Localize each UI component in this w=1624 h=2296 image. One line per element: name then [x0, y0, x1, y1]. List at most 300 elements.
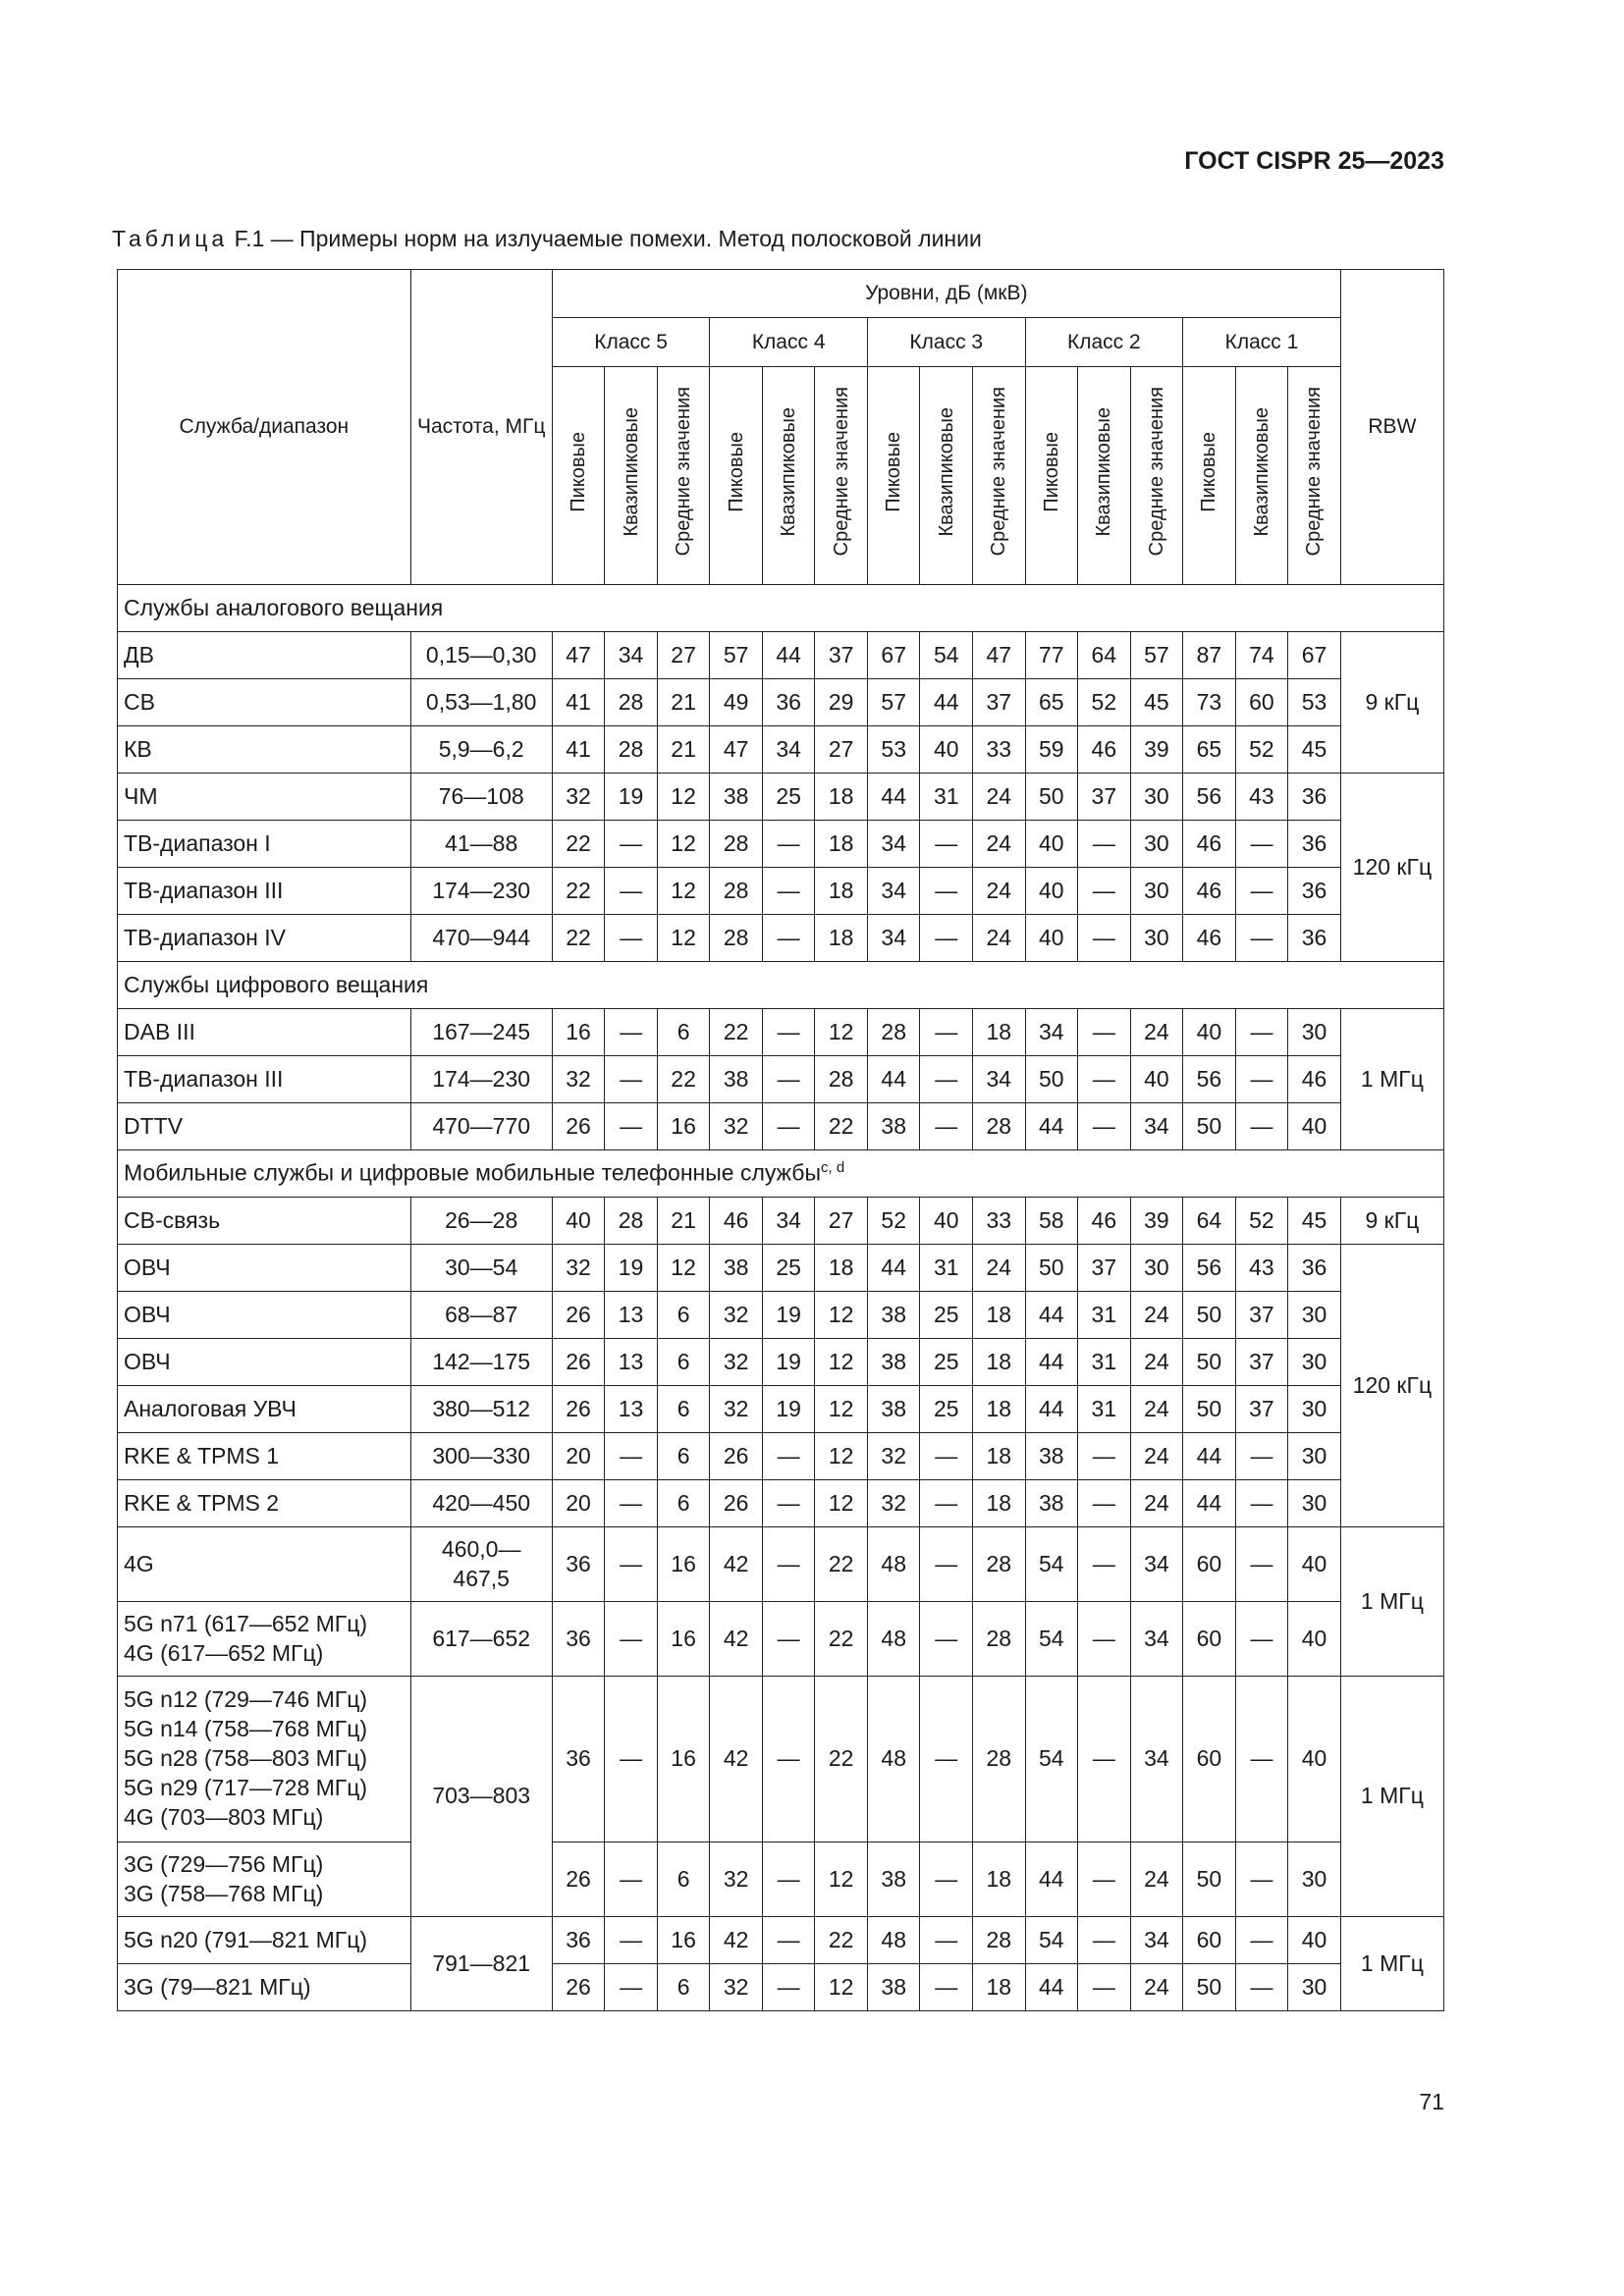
frequency-cell: 76—108	[410, 774, 552, 821]
service-cell: ТВ-диапазон III	[118, 868, 411, 915]
level-cell: 24	[973, 1245, 1026, 1292]
level-cell: —	[605, 1103, 658, 1150]
level-cell: 36	[552, 1677, 605, 1842]
section-title-text: Службы аналогового вещания	[124, 594, 444, 620]
level-cell: 42	[710, 1527, 763, 1602]
table-row	[118, 915, 1444, 962]
level-cell: 22	[815, 1103, 868, 1150]
level-cell: 50	[1183, 1103, 1236, 1150]
level-cell: 54	[1025, 1677, 1078, 1842]
level-cell: 22	[815, 1917, 868, 1964]
level-cell: 13	[605, 1386, 658, 1433]
table-row	[118, 679, 1444, 726]
level-cell: 31	[1078, 1339, 1131, 1386]
caption-text: F.1 — Примеры норм на излучаемые помехи. Метод полосковой линии	[234, 226, 982, 251]
header-detector-peak: Пиковые	[1183, 367, 1236, 585]
level-cell: 53	[867, 726, 920, 774]
level-cell: 74	[1235, 632, 1288, 679]
level-cell: 32	[710, 1339, 763, 1386]
level-cell: —	[920, 1056, 973, 1103]
level-cell: 40	[1288, 1602, 1341, 1677]
level-cell: 22	[552, 821, 605, 868]
level-cell: 48	[867, 1527, 920, 1602]
frequency-cell: 174—230	[410, 1056, 552, 1103]
level-cell: —	[605, 868, 658, 915]
header-detector-average: Средние значения	[1288, 367, 1341, 585]
level-cell: 12	[815, 1386, 868, 1433]
page-number: 71	[1419, 2089, 1444, 2114]
level-cell: 67	[867, 632, 920, 679]
level-cell: 52	[1235, 1198, 1288, 1245]
frequency-cell: 5,9—6,2	[410, 726, 552, 774]
table-row	[118, 1677, 1444, 1842]
level-cell: 34	[867, 868, 920, 915]
table-row	[118, 1602, 1444, 1677]
level-cell: —	[920, 868, 973, 915]
level-cell: —	[1235, 1842, 1288, 1917]
level-cell: —	[1235, 868, 1288, 915]
rbw-cell: 1 МГц	[1340, 1677, 1443, 1917]
rbw-cell: 120 кГц	[1340, 1245, 1443, 1527]
level-cell: 25	[762, 1245, 815, 1292]
level-cell: 28	[973, 1677, 1026, 1842]
service-cell: 5G n71 (617—652 МГц) 4G (617—652 МГц)	[118, 1602, 411, 1677]
level-cell: 42	[710, 1602, 763, 1677]
level-cell: 26	[710, 1433, 763, 1480]
level-cell: 27	[815, 726, 868, 774]
level-cell: 22	[815, 1677, 868, 1842]
level-cell: 34	[867, 821, 920, 868]
level-cell: 57	[1130, 632, 1183, 679]
section-row	[118, 962, 1444, 1009]
level-cell: 34	[1025, 1009, 1078, 1056]
level-cell: 31	[1078, 1292, 1131, 1339]
level-cell: 32	[710, 1292, 763, 1339]
level-cell: —	[1078, 1964, 1131, 2011]
level-cell: 57	[710, 632, 763, 679]
level-cell: 34	[1130, 1917, 1183, 1964]
frequency-cell: 703—803	[410, 1677, 552, 1917]
level-cell: 48	[867, 1602, 920, 1677]
caption-prefix: Таблица	[112, 226, 229, 251]
service-cell: КВ	[118, 726, 411, 774]
level-cell: 34	[1130, 1602, 1183, 1677]
table-row	[118, 821, 1444, 868]
level-cell: 24	[973, 821, 1026, 868]
table-row	[118, 726, 1444, 774]
level-cell: 36	[1288, 868, 1341, 915]
level-cell: 50	[1183, 1292, 1236, 1339]
rbw-cell: 1 МГц	[1340, 1917, 1443, 2011]
level-cell: 26	[710, 1480, 763, 1527]
level-cell: 19	[762, 1386, 815, 1433]
level-cell: —	[762, 1056, 815, 1103]
level-cell: 36	[552, 1527, 605, 1602]
level-cell: 32	[552, 774, 605, 821]
level-cell: 49	[710, 679, 763, 726]
level-cell: 30	[1288, 1009, 1341, 1056]
level-cell: 42	[710, 1917, 763, 1964]
level-cell: 20	[552, 1433, 605, 1480]
table-row	[118, 1292, 1444, 1339]
level-cell: —	[1235, 1480, 1288, 1527]
level-cell: —	[920, 1480, 973, 1527]
level-cell: 30	[1130, 868, 1183, 915]
level-cell: 44	[867, 774, 920, 821]
frequency-cell: 174—230	[410, 868, 552, 915]
service-cell: ОВЧ	[118, 1292, 411, 1339]
level-cell: 44	[1025, 1339, 1078, 1386]
header-class-2: Класс 2	[1025, 318, 1183, 367]
level-cell: 36	[552, 1602, 605, 1677]
level-cell: —	[920, 1103, 973, 1150]
level-cell: —	[1078, 1056, 1131, 1103]
level-cell: —	[920, 1433, 973, 1480]
level-cell: —	[1078, 1602, 1131, 1677]
level-cell: 45	[1130, 679, 1183, 726]
service-cell: ТВ-диапазон I	[118, 821, 411, 868]
level-cell: —	[762, 1103, 815, 1150]
header-detector-peak: Пиковые	[552, 367, 605, 585]
header-rbw: RBW	[1340, 270, 1443, 585]
level-cell: 34	[762, 726, 815, 774]
level-cell: 26	[552, 1964, 605, 2011]
section-row	[118, 1150, 1444, 1198]
level-cell: 60	[1183, 1917, 1236, 1964]
level-cell: 44	[867, 1245, 920, 1292]
level-cell: 60	[1183, 1527, 1236, 1602]
level-cell: 60	[1183, 1677, 1236, 1842]
table-row	[118, 1964, 1444, 2011]
level-cell: —	[920, 1917, 973, 1964]
level-cell: 52	[1078, 679, 1131, 726]
level-cell: 28	[973, 1917, 1026, 1964]
level-cell: —	[1235, 1056, 1288, 1103]
header-class-4: Класс 4	[710, 318, 868, 367]
level-cell: —	[605, 1602, 658, 1677]
level-cell: —	[1235, 1527, 1288, 1602]
table-row	[118, 1480, 1444, 1527]
level-cell: 47	[710, 726, 763, 774]
level-cell: 28	[605, 726, 658, 774]
level-cell: —	[605, 1056, 658, 1103]
service-cell: 3G (79—821 МГц)	[118, 1964, 411, 2011]
table-row	[118, 1386, 1444, 1433]
level-cell: 12	[815, 1433, 868, 1480]
level-cell: 18	[973, 1009, 1026, 1056]
level-cell: 40	[1288, 1677, 1341, 1842]
level-cell: 20	[552, 1480, 605, 1527]
table-row	[118, 1198, 1444, 1245]
level-cell: 45	[1288, 726, 1341, 774]
level-cell: 18	[973, 1480, 1026, 1527]
level-cell: —	[605, 1677, 658, 1842]
level-cell: 36	[762, 679, 815, 726]
document-header: ГОСТ CISPR 25—2023	[1184, 147, 1444, 175]
level-cell: 44	[1025, 1964, 1078, 2011]
level-cell: 40	[1288, 1103, 1341, 1150]
level-cell: 50	[1183, 1842, 1236, 1917]
footnote-marker: c, d	[820, 1159, 845, 1177]
level-cell: 53	[1288, 679, 1341, 726]
level-cell: —	[605, 1527, 658, 1602]
level-cell: —	[1078, 1677, 1131, 1842]
level-cell: 38	[1025, 1480, 1078, 1527]
level-cell: 43	[1235, 1245, 1288, 1292]
level-cell: 38	[867, 1842, 920, 1917]
level-cell: 36	[1288, 1245, 1341, 1292]
table-row	[118, 1917, 1444, 1964]
level-cell: 6	[657, 1292, 710, 1339]
level-cell: 44	[1025, 1103, 1078, 1150]
level-cell: 24	[1130, 1480, 1183, 1527]
level-cell: —	[1078, 1480, 1131, 1527]
level-cell: 44	[1183, 1433, 1236, 1480]
level-cell: 34	[605, 632, 658, 679]
level-cell: 27	[815, 1198, 868, 1245]
level-cell: 16	[657, 1917, 710, 1964]
level-cell: 87	[1183, 632, 1236, 679]
header-detector-peak: Пиковые	[867, 367, 920, 585]
level-cell: 22	[552, 915, 605, 962]
level-cell: 65	[1183, 726, 1236, 774]
level-cell: 30	[1288, 1339, 1341, 1386]
frequency-cell: 30—54	[410, 1245, 552, 1292]
level-cell: 28	[710, 868, 763, 915]
level-cell: 28	[973, 1103, 1026, 1150]
level-cell: 37	[1235, 1292, 1288, 1339]
service-cell: 3G (729—756 МГц) 3G (758—768 МГц)	[118, 1842, 411, 1917]
table-caption	[112, 226, 982, 252]
level-cell: —	[762, 821, 815, 868]
table-row	[118, 774, 1444, 821]
level-cell: 64	[1078, 632, 1131, 679]
level-cell: —	[605, 1964, 658, 2011]
level-cell: 47	[552, 632, 605, 679]
level-cell: 16	[657, 1677, 710, 1842]
level-cell: 32	[867, 1480, 920, 1527]
level-cell: 30	[1130, 774, 1183, 821]
header-levels: Уровни, дБ (мкВ)	[552, 270, 1340, 318]
service-cell: DTTV	[118, 1103, 411, 1150]
level-cell: 16	[552, 1009, 605, 1056]
level-cell: 50	[1025, 1056, 1078, 1103]
level-cell: —	[1235, 1602, 1288, 1677]
level-cell: 24	[1130, 1009, 1183, 1056]
level-cell: 21	[657, 1198, 710, 1245]
level-cell: 18	[815, 915, 868, 962]
level-cell: 46	[1183, 821, 1236, 868]
level-cell: 38	[710, 1056, 763, 1103]
level-cell: 12	[815, 1339, 868, 1386]
rbw-cell: 120 кГц	[1340, 774, 1443, 962]
level-cell: —	[920, 1602, 973, 1677]
level-cell: —	[605, 1917, 658, 1964]
frequency-cell: 300—330	[410, 1433, 552, 1480]
level-cell: 37	[973, 679, 1026, 726]
level-cell: 44	[1025, 1842, 1078, 1917]
level-cell: 31	[920, 1245, 973, 1292]
level-cell: 34	[867, 915, 920, 962]
header-detector-average: Средние значения	[1130, 367, 1183, 585]
level-cell: 38	[867, 1339, 920, 1386]
level-cell: —	[1235, 1917, 1288, 1964]
level-cell: 38	[710, 774, 763, 821]
level-cell: 38	[710, 1245, 763, 1292]
level-cell: 42	[710, 1677, 763, 1842]
level-cell: 28	[867, 1009, 920, 1056]
level-cell: 6	[657, 1964, 710, 2011]
level-cell: 24	[1130, 1964, 1183, 2011]
level-cell: 34	[762, 1198, 815, 1245]
level-cell: —	[1078, 1009, 1131, 1056]
level-cell: 32	[552, 1056, 605, 1103]
level-cell: 24	[973, 915, 1026, 962]
frequency-cell: 0,15—0,30	[410, 632, 552, 679]
level-cell: 6	[657, 1339, 710, 1386]
level-cell: 50	[1025, 774, 1078, 821]
level-cell: 16	[657, 1527, 710, 1602]
level-cell: —	[920, 821, 973, 868]
level-cell: 32	[710, 1386, 763, 1433]
level-cell: 67	[1288, 632, 1341, 679]
level-cell: 12	[657, 821, 710, 868]
level-cell: 28	[815, 1056, 868, 1103]
level-cell: 18	[973, 1386, 1026, 1433]
level-cell: 39	[1130, 726, 1183, 774]
level-cell: —	[762, 1527, 815, 1602]
frequency-cell: 380—512	[410, 1386, 552, 1433]
level-cell: 24	[973, 774, 1026, 821]
level-cell: 24	[1130, 1386, 1183, 1433]
level-cell: 32	[710, 1842, 763, 1917]
header-detector-average: Средние значения	[657, 367, 710, 585]
level-cell: 12	[815, 1009, 868, 1056]
level-cell: 26	[552, 1339, 605, 1386]
level-cell: 31	[920, 774, 973, 821]
service-cell: ЧМ	[118, 774, 411, 821]
level-cell: 30	[1288, 1480, 1341, 1527]
service-cell: 5G n12 (729—746 МГц) 5G n14 (758—768 МГц) 5G n28 (758—803 МГц) 5G n29 (717—728 МГц) 4G (703—803 МГц)	[118, 1677, 411, 1842]
service-cell: DAB III	[118, 1009, 411, 1056]
table-row	[118, 1009, 1444, 1056]
table-row	[118, 1433, 1444, 1480]
header-detector-peak: Пиковые	[1025, 367, 1078, 585]
level-cell: 28	[973, 1527, 1026, 1602]
level-cell: 37	[815, 632, 868, 679]
level-cell: 12	[657, 868, 710, 915]
service-cell: ТВ-диапазон IV	[118, 915, 411, 962]
service-cell: СВ	[118, 679, 411, 726]
level-cell: 18	[815, 1245, 868, 1292]
level-cell: 54	[920, 632, 973, 679]
level-cell: 30	[1130, 1245, 1183, 1292]
service-cell: RKE & TPMS 1	[118, 1433, 411, 1480]
level-cell: 46	[1288, 1056, 1341, 1103]
level-cell: 31	[1078, 1386, 1131, 1433]
header-detector-peak: Пиковые	[710, 367, 763, 585]
level-cell: —	[1078, 821, 1131, 868]
table-row	[118, 632, 1444, 679]
level-cell: 73	[1183, 679, 1236, 726]
section-title	[118, 1150, 1444, 1198]
level-cell: 22	[657, 1056, 710, 1103]
level-cell: —	[605, 1480, 658, 1527]
level-cell: 43	[1235, 774, 1288, 821]
level-cell: —	[762, 1677, 815, 1842]
level-cell: 32	[552, 1245, 605, 1292]
level-cell: 38	[867, 1103, 920, 1150]
level-cell: 19	[762, 1339, 815, 1386]
level-cell: 44	[762, 632, 815, 679]
level-cell: —	[605, 1842, 658, 1917]
level-cell: —	[920, 1964, 973, 2011]
level-cell: 13	[605, 1339, 658, 1386]
service-cell: ДВ	[118, 632, 411, 679]
service-cell: ТВ-диапазон III	[118, 1056, 411, 1103]
level-cell: 60	[1183, 1602, 1236, 1677]
service-cell: 5G n20 (791—821 МГц)	[118, 1917, 411, 1964]
level-cell: 28	[973, 1602, 1026, 1677]
level-cell: —	[762, 1480, 815, 1527]
level-cell: 48	[867, 1917, 920, 1964]
level-cell: 30	[1130, 915, 1183, 962]
level-cell: 36	[1288, 821, 1341, 868]
level-cell: —	[1078, 1103, 1131, 1150]
header-class-1: Класс 1	[1183, 318, 1341, 367]
level-cell: —	[920, 1677, 973, 1842]
table-row	[118, 1527, 1444, 1602]
section-row	[118, 585, 1444, 632]
level-cell: 44	[867, 1056, 920, 1103]
level-cell: 12	[657, 915, 710, 962]
service-cell: 4G	[118, 1527, 411, 1602]
level-cell: 34	[973, 1056, 1026, 1103]
header-service: Служба/диапазон	[118, 270, 411, 585]
level-cell: 41	[552, 679, 605, 726]
level-cell: 24	[1130, 1292, 1183, 1339]
level-cell: 26	[552, 1103, 605, 1150]
service-cell: RKE & TPMS 2	[118, 1480, 411, 1527]
table-row	[118, 1103, 1444, 1150]
header-detector-quasipeak: Квазипиковые	[1235, 367, 1288, 585]
level-cell: 34	[1130, 1103, 1183, 1150]
level-cell: 26	[552, 1386, 605, 1433]
level-cell: 32	[867, 1433, 920, 1480]
section-title	[118, 962, 1444, 1009]
level-cell: —	[920, 1009, 973, 1056]
emission-limits-table	[117, 269, 1444, 2011]
frequency-cell: 68—87	[410, 1292, 552, 1339]
level-cell: 19	[605, 1245, 658, 1292]
level-cell: 37	[1235, 1386, 1288, 1433]
level-cell: 34	[1130, 1527, 1183, 1602]
level-cell: 12	[657, 774, 710, 821]
level-cell: —	[1235, 1964, 1288, 2011]
level-cell: —	[920, 1527, 973, 1602]
level-cell: 60	[1235, 679, 1288, 726]
level-cell: —	[605, 1433, 658, 1480]
level-cell: 44	[1025, 1292, 1078, 1339]
level-cell: 19	[762, 1292, 815, 1339]
level-cell: 32	[710, 1964, 763, 2011]
level-cell: 48	[867, 1677, 920, 1842]
frequency-cell: 41—88	[410, 821, 552, 868]
section-title	[118, 585, 1444, 632]
level-cell: 38	[867, 1386, 920, 1433]
level-cell: 27	[657, 632, 710, 679]
level-cell: 30	[1288, 1386, 1341, 1433]
